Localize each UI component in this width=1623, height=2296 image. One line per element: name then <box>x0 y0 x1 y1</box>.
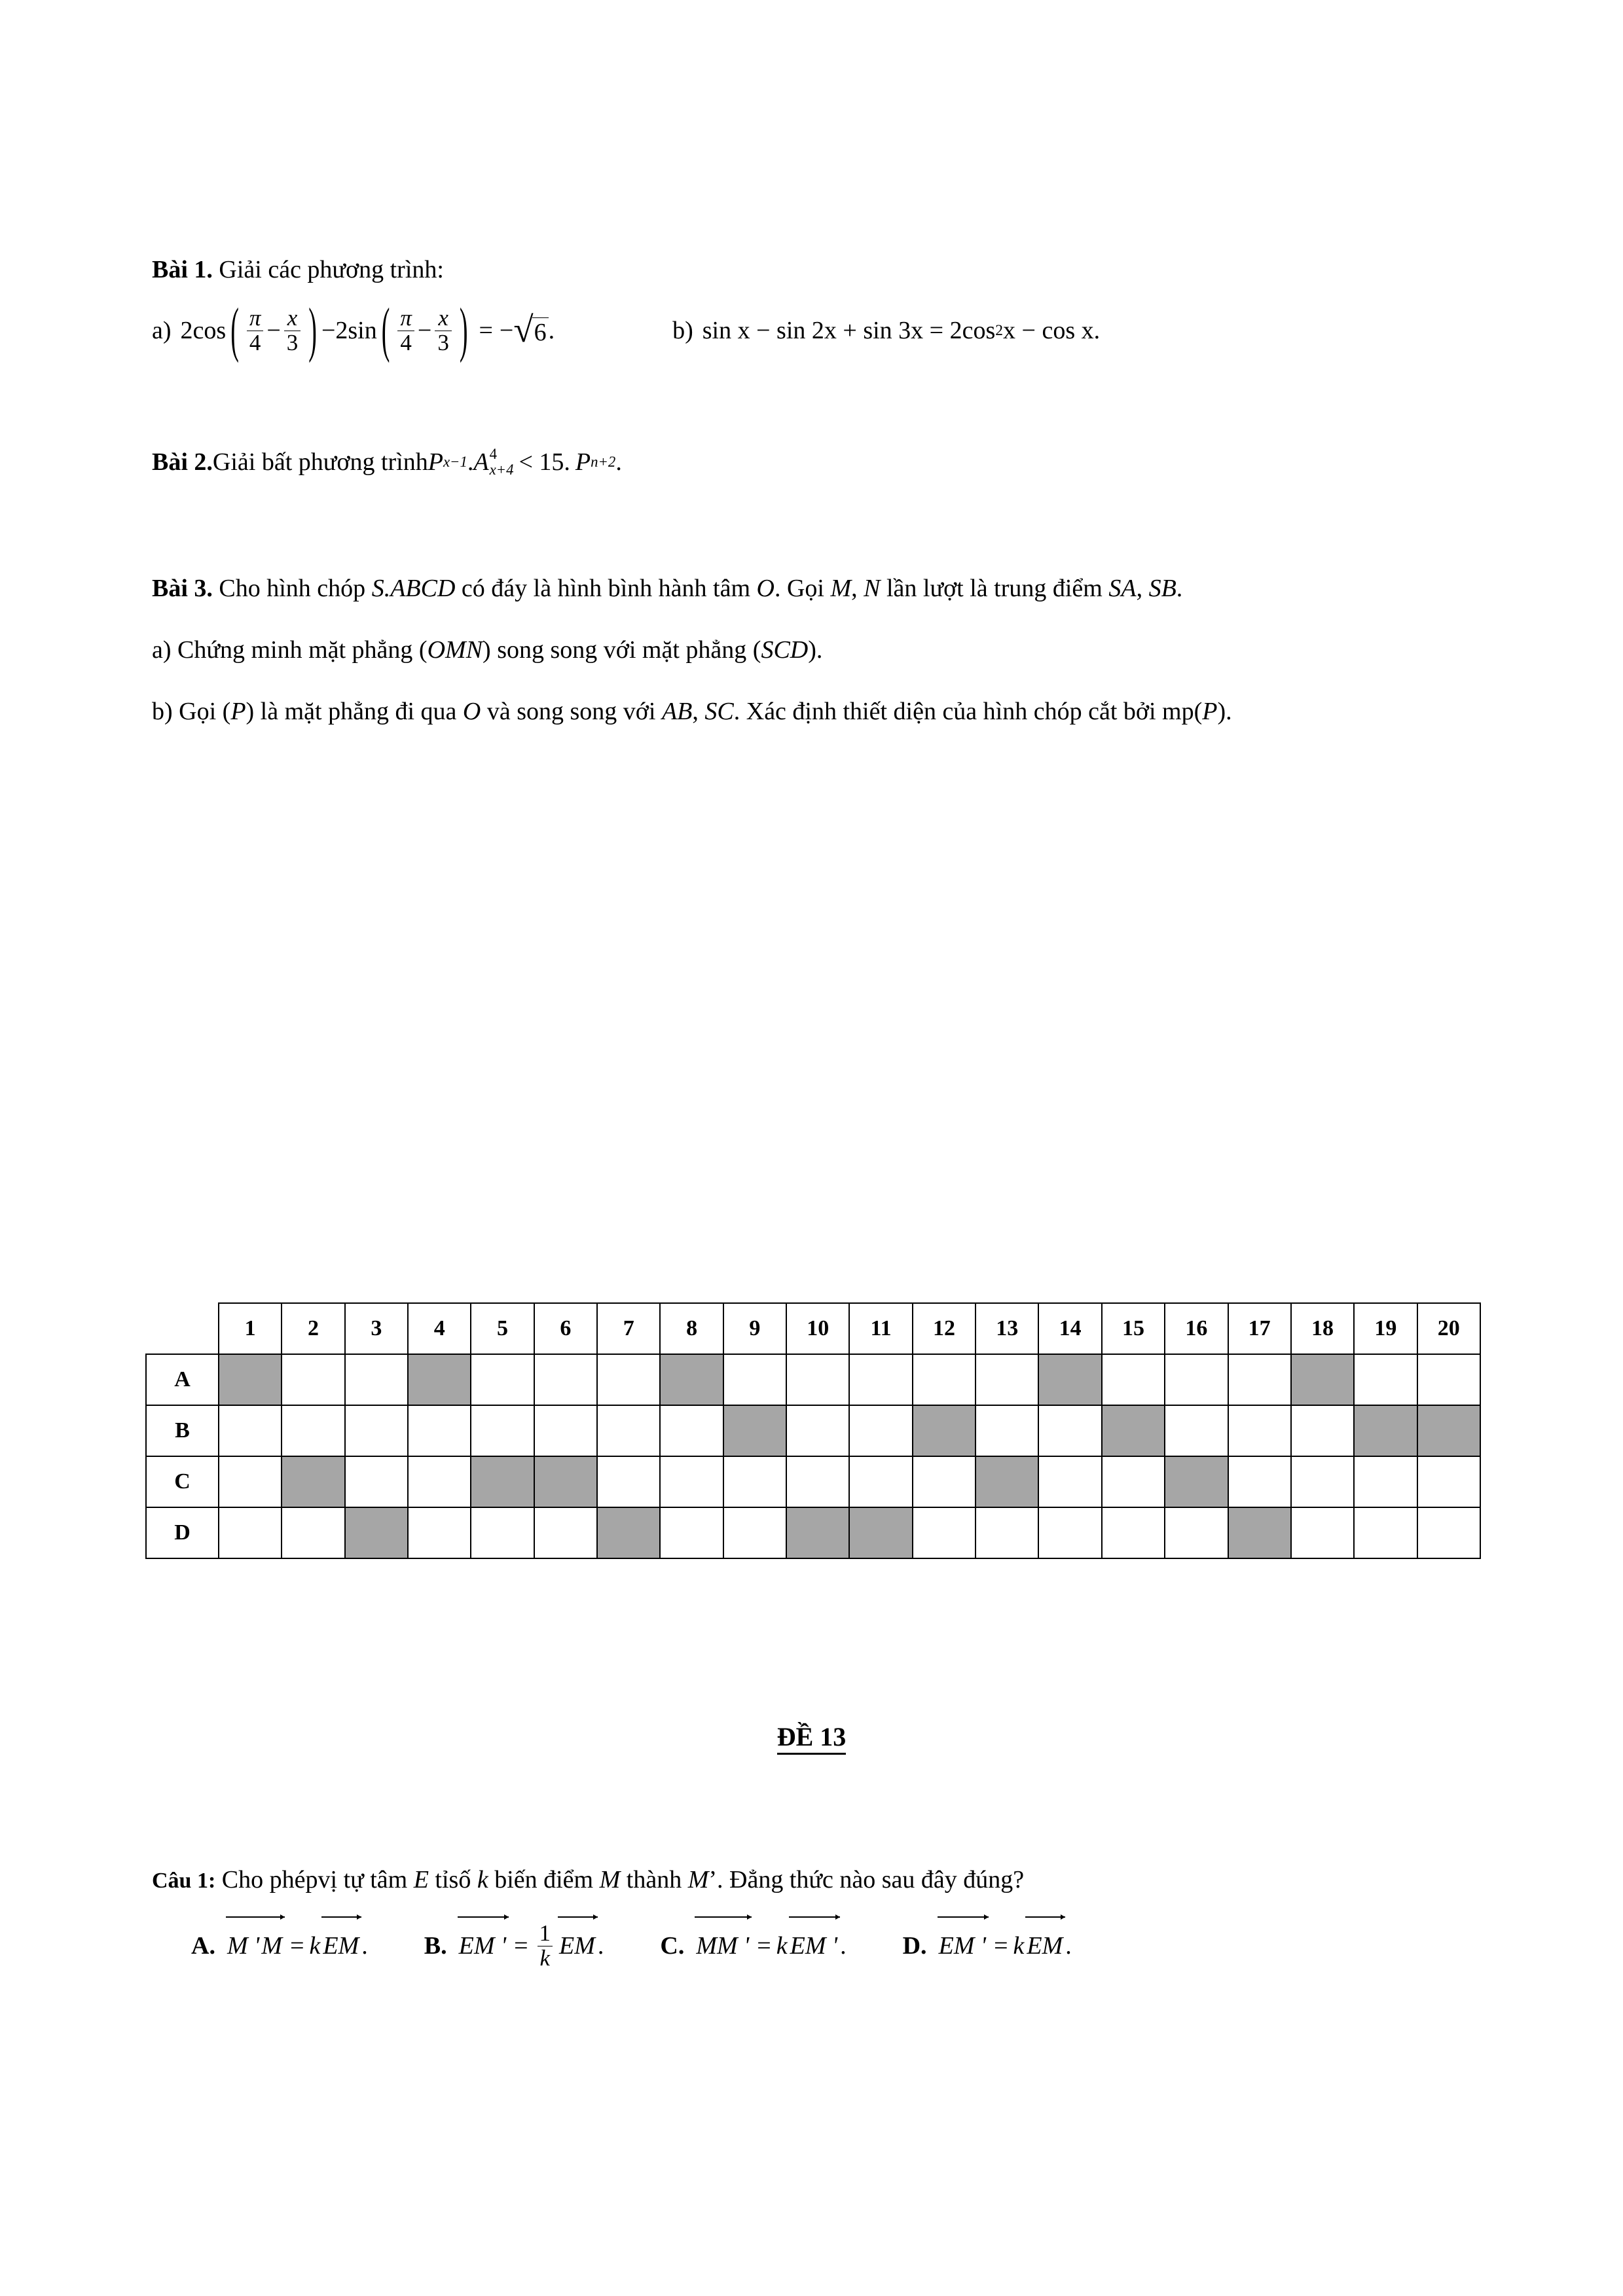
choice-b-denominator: k <box>538 1946 553 1971</box>
answer-cell-C-20[interactable] <box>1417 1456 1480 1507</box>
choice-a-key: A. <box>191 1932 215 1960</box>
eq1a-open-paren: ( <box>230 296 239 365</box>
choice-c-key: C. <box>660 1932 685 1960</box>
equation-1a-label: a) <box>152 317 172 345</box>
exercise-2-label: Bài 2. <box>152 448 213 476</box>
answer-cell-A-5[interactable] <box>471 1354 534 1405</box>
answer-cell-B-16[interactable] <box>1165 1405 1228 1456</box>
ex3-SB: SB <box>1148 574 1176 602</box>
ex3b-O: O <box>462 697 481 725</box>
q1-t3: biến điểm <box>488 1866 600 1893</box>
answer-grid-row <box>146 1354 1480 1405</box>
exercise-1-heading-text: Giải các phương trình: <box>212 256 444 283</box>
answer-cell-D-4[interactable] <box>408 1507 471 1558</box>
eq2-A-indices <box>490 446 514 477</box>
answer-cell-D-20[interactable] <box>1417 1507 1480 1558</box>
answer-cell-D-7[interactable] <box>597 1507 660 1558</box>
answer-grid-col-10: 10 <box>786 1303 849 1354</box>
ex3b-P2: P <box>1202 697 1218 725</box>
answer-grid-body <box>146 1354 1480 1558</box>
eq1a-cos: cos <box>192 317 227 345</box>
answer-cell-C-9[interactable] <box>723 1456 786 1507</box>
choice-d-vector-1: EM ' <box>938 1932 987 1960</box>
ex3-SA: SA <box>1108 574 1137 602</box>
eq1a-pi: π <box>249 305 261 331</box>
eq1a-radicand: 6 <box>532 317 549 347</box>
answer-cell-B-11[interactable] <box>849 1405 912 1456</box>
answer-cell-B-9[interactable] <box>723 1405 786 1456</box>
q1-Mprime: M <box>687 1866 709 1893</box>
answer-cell-B-20[interactable] <box>1417 1405 1480 1456</box>
answer-grid-col-12: 12 <box>913 1303 976 1354</box>
answer-cell-B-10[interactable] <box>786 1405 849 1456</box>
exercise-2-heading-text: Giải bất phương trình <box>212 448 428 476</box>
ex3-N: N <box>864 574 881 602</box>
ex3-t3: . Gọi <box>774 574 831 602</box>
ex3-O: O <box>756 574 775 602</box>
choice-b-vector-1: EM ' <box>458 1932 507 1960</box>
choice-c-relation: = <box>757 1932 771 1960</box>
answer-cell-C-1[interactable] <box>219 1456 282 1507</box>
eq1a-close-paren: ) <box>308 296 317 365</box>
ex3b-AB: AB <box>661 697 693 725</box>
choice-b-key: B. <box>424 1932 447 1960</box>
eq1a-coef: 2 <box>180 317 193 345</box>
eq1a-frac-x-3 <box>284 306 301 355</box>
eq1b-expr: sin x − sin 2x + sin 3x = 2cos <box>702 317 996 345</box>
answer-cell-A-14[interactable] <box>1038 1354 1101 1405</box>
eq1a-period: . <box>548 317 555 345</box>
question-1-label: Câu 1: <box>152 1869 216 1893</box>
answer-cell-C-4[interactable] <box>408 1456 471 1507</box>
ex3-t7: . <box>1176 574 1183 602</box>
answer-cell-C-13[interactable] <box>976 1456 1038 1507</box>
answer-cell-B-2[interactable] <box>282 1405 344 1456</box>
eq1a-three-b: 3 <box>435 331 451 355</box>
ex3b-t1: b) Gọi ( <box>152 697 231 725</box>
answer-cell-C-14[interactable] <box>1038 1456 1101 1507</box>
ex3a-OMN: OMN <box>427 636 483 664</box>
answer-cell-A-3[interactable] <box>345 1354 408 1405</box>
answer-cell-A-20[interactable] <box>1417 1354 1480 1405</box>
choice-c-vector-2: EM ' <box>790 1932 838 1960</box>
answer-grid-row-label: C <box>146 1456 219 1507</box>
q1-M: M <box>599 1866 621 1893</box>
answer-cell-B-13[interactable] <box>976 1405 1038 1456</box>
answer-cell-C-10[interactable] <box>786 1456 849 1507</box>
answer-cell-B-7[interactable] <box>597 1405 660 1456</box>
answer-cell-D-3[interactable] <box>345 1507 408 1558</box>
eq1a-pi-b: π <box>400 305 412 331</box>
answer-grid-col-20: 20 <box>1417 1303 1480 1354</box>
answer-cell-A-12[interactable] <box>913 1354 976 1405</box>
answer-cell-D-9[interactable] <box>723 1507 786 1558</box>
eq1a-minus3: − <box>417 317 432 345</box>
q1-t1: Cho phépvị tự tâm <box>215 1866 414 1893</box>
answer-grid-col-14: 14 <box>1038 1303 1101 1354</box>
answer-cell-D-5[interactable] <box>471 1507 534 1558</box>
eq1a-neg: − <box>499 317 514 345</box>
answer-grid-col-19: 19 <box>1354 1303 1417 1354</box>
answer-cell-D-11[interactable] <box>849 1507 912 1558</box>
q1-k: k <box>477 1866 488 1893</box>
ex3a-t3: ). <box>808 636 823 664</box>
eq2-P1-sub: x−1 <box>443 453 467 470</box>
eq1a-frac-x-3-b <box>435 306 451 355</box>
answer-cell-A-16[interactable] <box>1165 1354 1228 1405</box>
eq1a-x-b: x <box>438 305 448 331</box>
choice-d[interactable] <box>903 1931 1072 1960</box>
answer-cell-A-8[interactable] <box>660 1354 723 1405</box>
equation-1b <box>672 316 1100 345</box>
answer-grid-row <box>146 1507 1480 1558</box>
eq1a-minus2: − <box>321 317 336 345</box>
eq1a-four: 4 <box>247 331 263 355</box>
answer-grid-table <box>145 1302 1481 1559</box>
answer-cell-B-14[interactable] <box>1038 1405 1101 1456</box>
answer-cell-D-15[interactable] <box>1102 1507 1165 1558</box>
answer-cell-C-2[interactable] <box>282 1456 344 1507</box>
answer-cell-B-19[interactable] <box>1354 1405 1417 1456</box>
answer-cell-A-2[interactable] <box>282 1354 344 1405</box>
answer-cell-C-5[interactable] <box>471 1456 534 1507</box>
ex3-t2: có đáy là hình bình hành tâm <box>455 574 757 602</box>
eq1a-sin: sin <box>348 317 377 345</box>
exercise-1-heading <box>152 255 1474 284</box>
answer-cell-D-18[interactable] <box>1291 1507 1354 1558</box>
q1-prime: ’ <box>708 1866 718 1893</box>
answer-cell-D-14[interactable] <box>1038 1507 1101 1558</box>
ex3-t1: Cho hình chóp <box>212 574 372 602</box>
answer-cell-B-3[interactable] <box>345 1405 408 1456</box>
answer-grid-col-1: 1 <box>219 1303 282 1354</box>
choice-b-numerator: 1 <box>539 1920 551 1946</box>
q1-t5: . Đẳng thức nào sau đây đúng? <box>717 1866 1025 1893</box>
eq2-A-sub: x+4 <box>489 461 514 478</box>
ex3b-P: P <box>230 697 246 725</box>
answer-grid-row <box>146 1405 1480 1456</box>
choice-b[interactable] <box>424 1922 604 1970</box>
answer-cell-D-1[interactable] <box>219 1507 282 1558</box>
eq1a-sqrt <box>513 309 548 350</box>
choice-b-vector-2: EM <box>559 1932 595 1960</box>
eq2-inequality: < 15. <box>519 448 570 476</box>
ex3-sabcd: S.ABCD <box>371 574 456 602</box>
ex3b-t6: ). <box>1217 697 1232 725</box>
ex3b-t2: ) là mặt phẳng đi qua <box>246 697 463 725</box>
choice-c[interactable] <box>660 1931 846 1960</box>
answer-cell-D-6[interactable] <box>534 1507 597 1558</box>
ex3a-t2: ) song song với mặt phẳng ( <box>483 636 761 664</box>
exercise-1-equations <box>152 296 1474 365</box>
answer-grid <box>145 1302 1481 1559</box>
eq2-period: . <box>615 448 622 476</box>
answer-cell-D-8[interactable] <box>660 1507 723 1558</box>
answer-cell-D-10[interactable] <box>786 1507 849 1558</box>
answer-cell-D-12[interactable] <box>913 1507 976 1558</box>
answer-grid-col-4: 4 <box>408 1303 471 1354</box>
answer-grid-col-16: 16 <box>1165 1303 1228 1354</box>
eq1a-frac-pi-4 <box>247 306 264 355</box>
answer-cell-A-7[interactable] <box>597 1354 660 1405</box>
answer-cell-A-9[interactable] <box>723 1354 786 1405</box>
answer-cell-B-5[interactable] <box>471 1405 534 1456</box>
answer-grid-col-13: 13 <box>976 1303 1038 1354</box>
q1-t2: tỉsố <box>428 1866 477 1893</box>
answer-cell-B-8[interactable] <box>660 1405 723 1456</box>
answer-grid-row <box>146 1456 1480 1507</box>
answer-grid-col-15: 15 <box>1102 1303 1165 1354</box>
answer-cell-C-12[interactable] <box>913 1456 976 1507</box>
choice-b-fraction <box>537 1922 553 1970</box>
answer-grid-col-8: 8 <box>660 1303 723 1354</box>
choice-d-vector-2: EM <box>1027 1932 1063 1960</box>
choice-d-relation: = <box>994 1932 1008 1960</box>
answer-grid-row-label: B <box>146 1405 219 1456</box>
answer-cell-A-19[interactable] <box>1354 1354 1417 1405</box>
equation-1a <box>152 296 555 365</box>
answer-cell-B-4[interactable] <box>408 1405 471 1456</box>
answer-cell-D-17[interactable] <box>1228 1507 1291 1558</box>
choice-c-vector-1: MM ' <box>696 1932 750 1960</box>
choice-d-coefficient: k <box>1013 1932 1025 1960</box>
choice-a[interactable] <box>191 1931 368 1960</box>
q1-E: E <box>413 1866 429 1893</box>
exam-title <box>0 1721 1623 1752</box>
answer-cell-D-13[interactable] <box>976 1507 1038 1558</box>
answer-cell-D-16[interactable] <box>1165 1507 1228 1558</box>
answer-cell-B-18[interactable] <box>1291 1405 1354 1456</box>
answer-cell-A-13[interactable] <box>976 1354 1038 1405</box>
answer-cell-B-15[interactable] <box>1102 1405 1165 1456</box>
eq1a-three: 3 <box>284 331 301 355</box>
eq2-A-sup: 4 <box>489 446 497 463</box>
choice-a-relation: = <box>290 1932 304 1960</box>
eq1a-equals: = <box>479 317 493 345</box>
eq1a-four-b: 4 <box>397 331 414 355</box>
eq1b-exponent: 2 <box>995 321 1004 339</box>
answer-grid-col-6: 6 <box>534 1303 597 1354</box>
question-1-choices <box>152 1922 1474 1970</box>
answer-grid-col-9: 9 <box>723 1303 786 1354</box>
exercise-1-label: Bài 1. <box>152 256 213 283</box>
answer-cell-C-18[interactable] <box>1291 1456 1354 1507</box>
choice-a-vector-2: EM <box>323 1932 359 1960</box>
ex3b-SC: SC <box>704 697 734 725</box>
equation-1b-label: b) <box>672 317 693 345</box>
answer-grid-corner <box>146 1303 219 1354</box>
answer-grid-col-17: 17 <box>1228 1303 1291 1354</box>
exercise-3-part-a <box>152 630 1474 670</box>
answer-cell-B-1[interactable] <box>219 1405 282 1456</box>
answer-cell-B-6[interactable] <box>534 1405 597 1456</box>
exercise-3 <box>152 569 1474 731</box>
answer-cell-C-17[interactable] <box>1228 1456 1291 1507</box>
exercise-1 <box>152 255 1474 365</box>
exercise-3-label: Bài 3. <box>152 574 213 602</box>
eq1a-x: x <box>287 305 298 331</box>
choice-a-coefficient: k <box>309 1932 321 1960</box>
answer-cell-A-18[interactable] <box>1291 1354 1354 1405</box>
answer-cell-A-17[interactable] <box>1228 1354 1291 1405</box>
answer-cell-C-7[interactable] <box>597 1456 660 1507</box>
answer-cell-B-17[interactable] <box>1228 1405 1291 1456</box>
answer-cell-A-10[interactable] <box>786 1354 849 1405</box>
answer-cell-C-19[interactable] <box>1354 1456 1417 1507</box>
answer-grid-col-11: 11 <box>849 1303 912 1354</box>
eq1b-tail: x − cos x. <box>1003 317 1101 345</box>
eq1a-close-paren-2: ) <box>459 296 468 365</box>
choice-c-coefficient: k <box>776 1932 788 1960</box>
choice-a-vector-1: M ' M <box>227 1932 283 1960</box>
answer-cell-C-15[interactable] <box>1102 1456 1165 1507</box>
answer-cell-A-4[interactable] <box>408 1354 471 1405</box>
eq2-P2: P <box>575 448 591 476</box>
eq2-P1: P <box>428 448 443 476</box>
q1-t4: thành <box>620 1866 688 1893</box>
choice-d-key: D. <box>902 1932 927 1960</box>
answer-cell-C-11[interactable] <box>849 1456 912 1507</box>
choice-b-relation: = <box>514 1932 528 1960</box>
eq1a-open-paren-2: ( <box>381 296 390 365</box>
answer-cell-B-12[interactable] <box>913 1405 976 1456</box>
answer-grid-col-7: 7 <box>597 1303 660 1354</box>
answer-grid-row-label: A <box>146 1354 219 1405</box>
answer-cell-D-19[interactable] <box>1354 1507 1417 1558</box>
ex3b-t4: , <box>692 697 705 725</box>
eq2-A: A <box>473 448 489 476</box>
exam-title-text: ĐỀ 13 <box>777 1722 847 1755</box>
choice-d-end: . <box>1065 1932 1072 1960</box>
answer-cell-D-2[interactable] <box>282 1507 344 1558</box>
eq2-P2-sub: n+2 <box>591 453 616 470</box>
answer-grid-col-5: 5 <box>471 1303 534 1354</box>
exercise-3-part-b <box>152 692 1474 731</box>
question-1-statement <box>152 1865 1474 1894</box>
ex3-M: M <box>830 574 852 602</box>
ex3a-t1: a) Chứng minh mặt phẳng ( <box>152 636 428 664</box>
radical-icon: √ <box>513 309 534 350</box>
ex3a-SCD: SCD <box>761 636 809 664</box>
ex3-t4: , <box>851 574 864 602</box>
eq1a-frac-pi-4-b <box>397 306 414 355</box>
eq1a-minus: − <box>266 317 281 345</box>
answer-grid-row-label: D <box>146 1507 219 1558</box>
answer-cell-C-8[interactable] <box>660 1456 723 1507</box>
ex3b-t5: . Xác định thiết diện của hình chóp cắt bởi mp( <box>733 697 1203 725</box>
answer-cell-C-6[interactable] <box>534 1456 597 1507</box>
answer-grid-col-2: 2 <box>282 1303 344 1354</box>
ex3-t6: , <box>1136 574 1149 602</box>
answer-cell-A-11[interactable] <box>849 1354 912 1405</box>
ex3b-t3: và song song với <box>481 697 662 725</box>
answer-grid-col-18: 18 <box>1291 1303 1354 1354</box>
answer-grid-col-3: 3 <box>345 1303 408 1354</box>
question-1 <box>152 1865 1474 1970</box>
answer-cell-C-3[interactable] <box>345 1456 408 1507</box>
exercise-3-statement <box>152 569 1474 608</box>
answer-cell-A-1[interactable] <box>219 1354 282 1405</box>
answer-cell-A-15[interactable] <box>1102 1354 1165 1405</box>
answer-cell-C-16[interactable] <box>1165 1456 1228 1507</box>
answer-grid-header-row <box>146 1303 1480 1354</box>
ex3-t5: lần lượt là trung điểm <box>880 574 1109 602</box>
document-body <box>152 255 1474 751</box>
exercise-2 <box>152 446 1474 477</box>
choice-a-end: . <box>361 1932 368 1960</box>
eq1a-coef2: 2 <box>335 317 348 345</box>
choice-c-end: . <box>840 1932 847 1960</box>
choice-b-end: . <box>597 1932 604 1960</box>
answer-cell-A-6[interactable] <box>534 1354 597 1405</box>
eq2-dot: . <box>467 448 474 476</box>
